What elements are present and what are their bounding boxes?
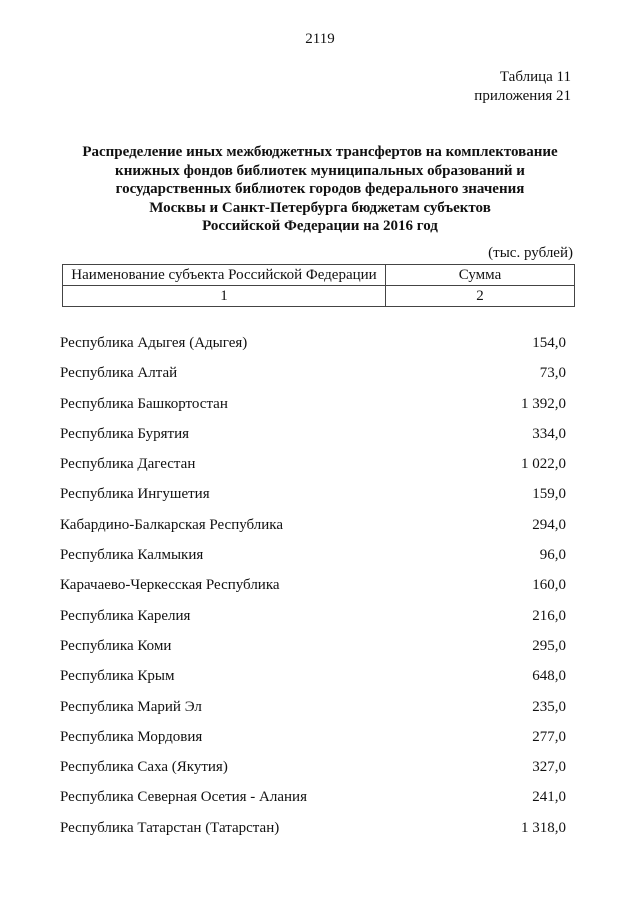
region-name: Республика Калмыкия	[60, 547, 204, 564]
region-sum: 160,0	[532, 577, 566, 594]
region-name: Республика Марий Эл	[60, 698, 202, 715]
region-sum: 235,0	[532, 698, 566, 715]
table-row	[60, 665, 566, 695]
table-row	[60, 544, 566, 574]
table-row	[60, 786, 566, 816]
region-name: Республика Коми	[60, 637, 172, 654]
table-row	[60, 393, 566, 423]
title-line: Москвы и Санкт-Петербурга бюджетам субъектов	[149, 199, 491, 216]
table-row	[60, 696, 566, 726]
region-name: Республика Дагестан	[60, 456, 196, 473]
region-sum: 294,0	[532, 516, 566, 533]
region-name: Республика Мордовия	[60, 728, 203, 745]
document-title	[40, 143, 600, 236]
table-row	[60, 332, 566, 362]
region-name: Карачаево-Черкесская Республика	[60, 577, 280, 594]
region-name: Кабардино-Балкарская Республика	[60, 516, 284, 533]
region-sum: 1 392,0	[521, 395, 566, 412]
region-sum: 154,0	[532, 335, 566, 351]
table-row	[60, 483, 566, 513]
title-line: Распределение иных межбюджетных трансфертов на комплектование	[82, 144, 558, 160]
page-number: 2119	[305, 31, 335, 47]
table-row	[60, 514, 566, 544]
table-body	[60, 332, 566, 847]
region-sum: 1 318,0	[521, 819, 566, 836]
header-number-row	[63, 286, 575, 307]
table-row	[60, 362, 566, 392]
table-ref-line-2: приложения 21	[474, 88, 571, 104]
region-sum: 96,0	[539, 547, 566, 564]
region-sum: 241,0	[532, 789, 566, 806]
region-name: Республика Саха (Якутия)	[60, 759, 228, 776]
region-sum: 1 022,0	[521, 456, 566, 473]
table-ref-line-1: Таблица 11	[499, 69, 571, 85]
table-row	[60, 423, 566, 453]
region-sum: 216,0	[532, 607, 566, 624]
table-row	[60, 605, 566, 635]
region-name: Республика Северная Осетия - Алания	[60, 789, 307, 806]
header-row	[63, 265, 575, 286]
table-row	[60, 453, 566, 483]
header-col-sum-number: 2	[386, 286, 575, 307]
region-sum: 277,0	[532, 728, 566, 745]
region-name: Республика Башкортостан	[60, 395, 228, 412]
region-sum: 648,0	[532, 668, 566, 685]
table-row	[60, 574, 566, 604]
region-sum: 334,0	[532, 425, 566, 442]
units-label: (тыс. рублей)	[488, 245, 573, 261]
header-col-name-number: 1	[63, 286, 386, 307]
region-name: Республика Ингушетия	[60, 486, 210, 503]
title-line: книжных фондов библиотек муниципальных образований и	[115, 162, 525, 179]
region-name: Республика Крым	[60, 668, 175, 685]
region-sum: 159,0	[532, 486, 566, 503]
table-row	[60, 817, 566, 847]
region-sum: 327,0	[532, 759, 566, 776]
header-col-sum: Сумма	[386, 265, 575, 286]
title-line: государственных библиотек городов федерального значения	[115, 181, 525, 197]
table-row	[60, 635, 566, 665]
header-col-name: Наименование субъекта Российской Федерации	[63, 265, 386, 286]
region-name: Республика Карелия	[60, 607, 191, 624]
table-reference	[474, 68, 571, 106]
table-header	[62, 264, 575, 307]
region-name: Республика Бурятия	[60, 425, 190, 442]
region-sum: 73,0	[539, 365, 566, 382]
region-name: Республика Адыгея (Адыгея)	[60, 335, 248, 351]
region-name: Республика Татарстан (Татарстан)	[60, 819, 280, 836]
title-line: Российской Федерации на 2016 год	[202, 218, 438, 234]
table-row	[60, 756, 566, 786]
region-sum: 295,0	[532, 637, 566, 654]
region-name: Республика Алтай	[60, 365, 178, 382]
table-row	[60, 726, 566, 756]
